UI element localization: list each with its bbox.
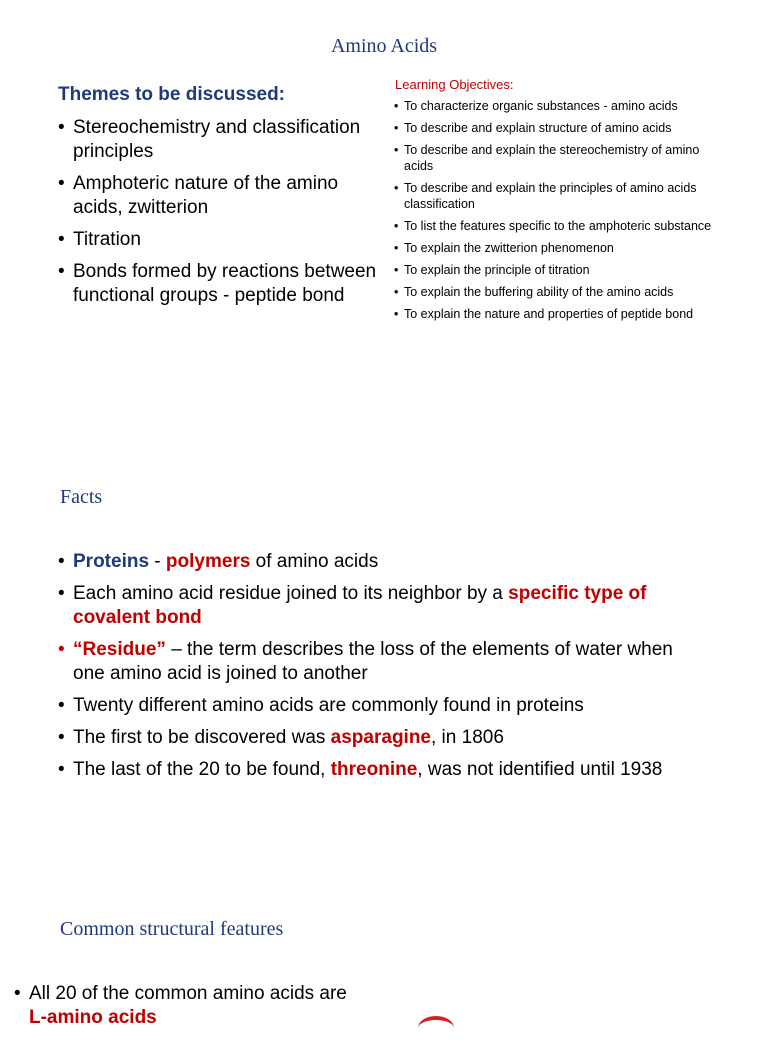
fact-highlight: L-amino acids — [29, 1007, 157, 1028]
common-structural-features-heading: Common structural features — [60, 918, 284, 940]
fact-text: , was not identified until 1938 — [417, 759, 663, 780]
partial-diagram-shape — [418, 1016, 454, 1040]
fact-text: of amino acids — [250, 551, 379, 572]
page-title: Amino Acids — [330, 35, 438, 57]
fact-text: The first to be discovered was — [73, 727, 331, 748]
facts-list — [58, 550, 698, 790]
common-structural-features-list — [14, 982, 354, 1038]
list-item: • To explain the principle of titration — [394, 262, 719, 278]
list-item: • Stereochemistry and classification principles — [58, 116, 378, 164]
fact-text: Each amino acid residue joined to its neighbor by a — [73, 583, 509, 604]
list-item — [58, 758, 698, 782]
fact-term: Proteins — [73, 551, 150, 572]
fact-separator: - — [149, 551, 166, 572]
list-item: • To explain the buffering ability of the amino acids — [394, 284, 719, 300]
list-item — [14, 982, 354, 1030]
fact-text: All 20 of the common amino acids are — [29, 983, 347, 1004]
list-item: • Bonds formed by reactions between functional groups - peptide bond — [58, 260, 378, 308]
list-item: • Amphoteric nature of the amino acids, zwitterion — [58, 172, 378, 220]
fact-text: , in 1806 — [431, 727, 504, 748]
list-item — [58, 638, 698, 686]
fact-text: – the term describes the loss of the elements of water when one amino acid is joined to another — [73, 639, 673, 684]
list-item — [58, 726, 698, 750]
fact-highlight: polymers — [165, 551, 251, 572]
fact-text: Twenty different amino acids are commonly found in proteins — [73, 695, 584, 716]
list-item: • To describe and explain structure of amino acids — [394, 120, 719, 136]
facts-heading: Facts — [60, 486, 103, 508]
list-item — [58, 694, 698, 718]
list-item: • To characterize organic substances - amino acids — [394, 98, 719, 114]
list-item: • Titration — [58, 228, 378, 252]
themes-list — [58, 116, 378, 316]
list-item — [58, 582, 698, 630]
list-item: • To describe and explain the principles of amino acids classification — [394, 180, 719, 212]
list-item: • To list the features specific to the amphoteric substance — [394, 218, 719, 234]
fact-highlight: threonine — [330, 759, 418, 780]
list-item: • To describe and explain the stereochemistry of amino acids — [394, 142, 719, 174]
fact-text: The last of the 20 to be found, — [73, 759, 331, 780]
themes-heading: Themes to be discussed: — [58, 84, 286, 105]
list-item: • To explain the nature and properties of peptide bond — [394, 306, 719, 322]
fact-highlight: “Residue” — [73, 639, 166, 660]
list-item — [58, 550, 698, 574]
fact-highlight: asparagine — [330, 727, 431, 748]
learning-objectives-heading: Learning Objectives: — [395, 77, 514, 92]
learning-objectives-list — [394, 98, 719, 328]
fact-highlight: specific type of covalent bond — [73, 583, 647, 628]
list-item: • To explain the zwitterion phenomenon — [394, 240, 719, 256]
